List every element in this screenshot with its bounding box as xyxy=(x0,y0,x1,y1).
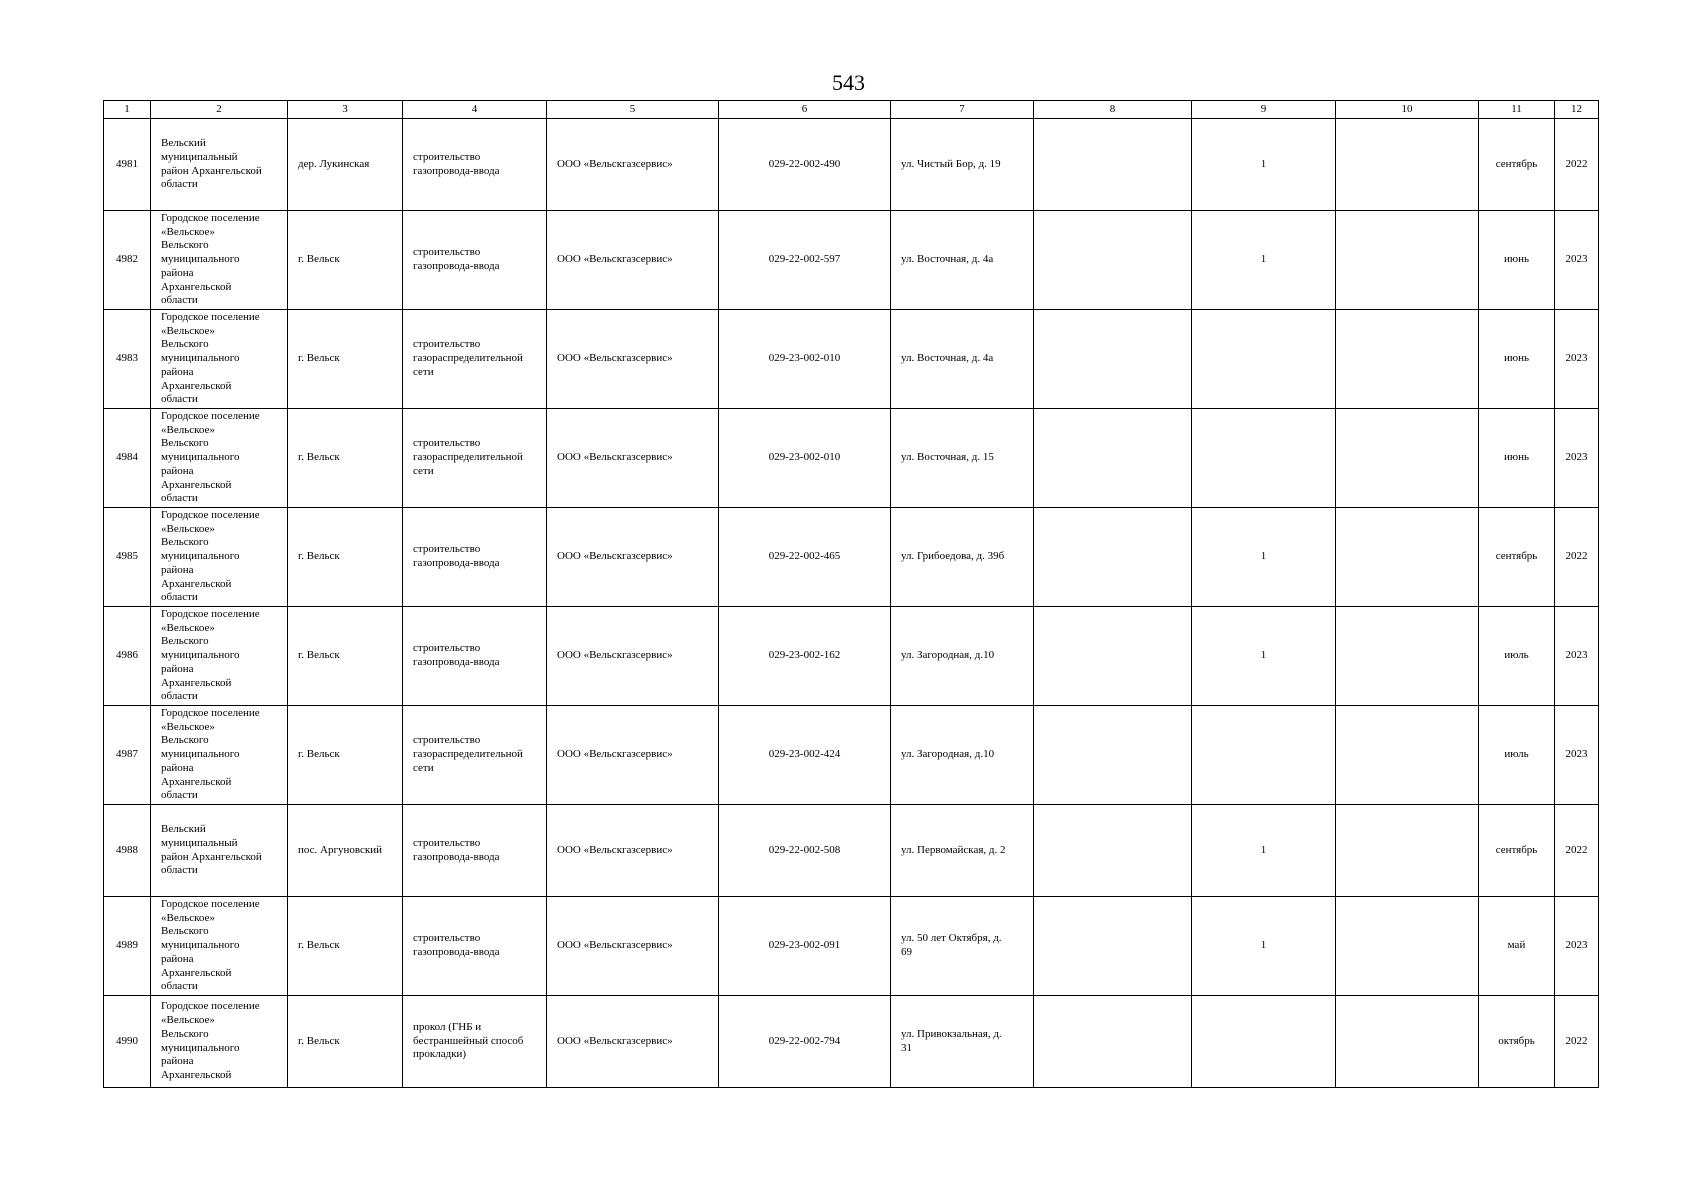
year-cell: 2023 xyxy=(1555,409,1599,508)
column-header: 3 xyxy=(288,101,403,119)
organization-cell: ООО «Вельскгазсервис» xyxy=(547,409,719,508)
address-cell: ул. Грибоедова, д. 39б xyxy=(901,550,1005,563)
row-number: 4986 xyxy=(104,607,151,706)
organization-cell: ООО «Вельскгазсервис» xyxy=(547,897,719,996)
settlement-cell: г. Вельск xyxy=(288,996,403,1088)
address-cell: ул. Восточная, д. 15 xyxy=(901,451,994,464)
year-cell: 2023 xyxy=(1555,706,1599,805)
year-cell: 2022 xyxy=(1555,805,1599,897)
address-cell: ул. Первомайская, д. 2 xyxy=(901,843,1006,856)
col10-cell xyxy=(1336,607,1479,706)
month-cell: июль xyxy=(1479,706,1555,805)
row-number: 4981 xyxy=(104,119,151,211)
row-number: 4982 xyxy=(104,211,151,310)
code-cell: 029-23-002-162 xyxy=(719,607,891,706)
work-type-cell: строительство газопровода-ввода xyxy=(413,543,500,569)
col8-cell xyxy=(1034,211,1192,310)
municipality-cell: Городское поселение «Вельское» Вельского муниципального района Архангельской xyxy=(161,1000,260,1082)
year-cell: 2023 xyxy=(1555,211,1599,310)
work-type-cell: строительство газопровода-ввода xyxy=(413,932,500,958)
municipality-cell: Городское поселение «Вельское» Вельского муниципального района Архангельской области xyxy=(161,607,260,703)
row-number: 4984 xyxy=(104,409,151,508)
col10-cell xyxy=(1336,119,1479,211)
month-cell: сентябрь xyxy=(1479,805,1555,897)
municipality-cell: Городское поселение «Вельское» Вельского муниципального района Архангельской области xyxy=(161,211,260,307)
year-cell: 2022 xyxy=(1555,119,1599,211)
col10-cell xyxy=(1336,706,1479,805)
col10-cell xyxy=(1336,805,1479,897)
column-header: 2 xyxy=(151,101,288,119)
col10-cell xyxy=(1336,310,1479,409)
col8-cell xyxy=(1034,607,1192,706)
municipality-cell: Городское поселение «Вельское» Вельского муниципального района Архангельской области xyxy=(161,706,260,802)
column-header: 10 xyxy=(1336,101,1479,119)
column-header: 11 xyxy=(1479,101,1555,119)
count-cell: 1 xyxy=(1192,508,1336,607)
column-header: 4 xyxy=(403,101,547,119)
col8-cell xyxy=(1034,897,1192,996)
column-header: 1 xyxy=(104,101,151,119)
settlement-cell: г. Вельск xyxy=(288,508,403,607)
settlement-cell: пос. Аргуновский xyxy=(288,805,403,897)
registry-table xyxy=(103,100,1599,1088)
month-cell: сентябрь xyxy=(1479,508,1555,607)
row-number: 4985 xyxy=(104,508,151,607)
col8-cell xyxy=(1034,706,1192,805)
work-type-cell: строительство газопровода-ввода xyxy=(413,642,500,668)
organization-cell: ООО «Вельскгазсервис» xyxy=(547,119,719,211)
col8-cell xyxy=(1034,508,1192,607)
count-cell xyxy=(1192,996,1336,1088)
address-cell: ул. Восточная, д. 4а xyxy=(901,253,994,266)
table-row xyxy=(104,409,1599,508)
col8-cell xyxy=(1034,310,1192,409)
count-cell: 1 xyxy=(1192,607,1336,706)
col10-cell xyxy=(1336,409,1479,508)
row-number: 4990 xyxy=(104,996,151,1088)
organization-cell: ООО «Вельскгазсервис» xyxy=(547,706,719,805)
address-cell: ул. Привокзальная, д. 31 xyxy=(901,1027,1002,1054)
col8-cell xyxy=(1034,996,1192,1088)
code-cell: 029-22-002-794 xyxy=(719,996,891,1088)
col10-cell xyxy=(1336,211,1479,310)
table-row xyxy=(104,706,1599,805)
col10-cell xyxy=(1336,996,1479,1088)
month-cell: июнь xyxy=(1479,310,1555,409)
settlement-cell: г. Вельск xyxy=(288,310,403,409)
month-cell: сентябрь xyxy=(1479,119,1555,211)
code-cell: 029-22-002-597 xyxy=(719,211,891,310)
code-cell: 029-23-002-010 xyxy=(719,409,891,508)
settlement-cell: дер. Лукинская xyxy=(288,119,403,211)
code-cell: 029-22-002-490 xyxy=(719,119,891,211)
year-cell: 2022 xyxy=(1555,996,1599,1088)
code-cell: 029-22-002-465 xyxy=(719,508,891,607)
count-cell xyxy=(1192,706,1336,805)
municipality-cell: Городское поселение «Вельское» Вельского муниципального района Архангельской области xyxy=(161,897,260,993)
col8-cell xyxy=(1034,409,1192,508)
count-cell: 1 xyxy=(1192,211,1336,310)
table-row xyxy=(104,211,1599,310)
col10-cell xyxy=(1336,508,1479,607)
settlement-cell: г. Вельск xyxy=(288,409,403,508)
settlement-cell: г. Вельск xyxy=(288,211,403,310)
column-number-row xyxy=(104,101,1599,119)
column-header: 8 xyxy=(1034,101,1192,119)
work-type-cell: строительство газопровода-ввода xyxy=(413,150,500,177)
work-type-cell: строительство газораспределительной сети xyxy=(413,437,523,477)
organization-cell: ООО «Вельскгазсервис» xyxy=(547,211,719,310)
month-cell: июль xyxy=(1479,607,1555,706)
column-header: 5 xyxy=(547,101,719,119)
month-cell: май xyxy=(1479,897,1555,996)
work-type-cell: прокол (ГНБ и бестраншейный способ прокладки) xyxy=(413,1020,524,1061)
organization-cell: ООО «Вельскгазсервис» xyxy=(547,805,719,897)
col8-cell xyxy=(1034,805,1192,897)
municipality-cell: Городское поселение «Вельское» Вельского муниципального района Архангельской области xyxy=(161,508,260,604)
row-number: 4983 xyxy=(104,310,151,409)
code-cell: 029-23-002-091 xyxy=(719,897,891,996)
settlement-cell: г. Вельск xyxy=(288,706,403,805)
organization-cell: ООО «Вельскгазсервис» xyxy=(547,607,719,706)
row-number: 4988 xyxy=(104,805,151,897)
month-cell: октябрь xyxy=(1479,996,1555,1088)
settlement-cell: г. Вельск xyxy=(288,607,403,706)
work-type-cell: строительство газораспределительной сети xyxy=(413,338,523,378)
municipality-cell: Городское поселение «Вельское» Вельского муниципального района Архангельской области xyxy=(161,310,260,406)
work-type-cell: строительство газопровода-ввода xyxy=(413,836,500,863)
page-number: 543 xyxy=(832,70,865,95)
table-body xyxy=(104,119,1599,1088)
table-row xyxy=(104,897,1599,996)
col10-cell xyxy=(1336,897,1479,996)
organization-cell: ООО «Вельскгазсервис» xyxy=(547,508,719,607)
count-cell: 1 xyxy=(1192,897,1336,996)
address-cell: ул. Загородная, д.10 xyxy=(901,748,995,761)
address-cell: ул. Загородная, д.10 xyxy=(901,649,995,662)
column-header: 12 xyxy=(1555,101,1599,119)
year-cell: 2022 xyxy=(1555,508,1599,607)
col8-cell xyxy=(1034,119,1192,211)
table-row xyxy=(104,119,1599,211)
column-header: 6 xyxy=(719,101,891,119)
address-cell: ул. Восточная, д. 4а xyxy=(901,352,994,365)
year-cell: 2023 xyxy=(1555,897,1599,996)
count-cell xyxy=(1192,310,1336,409)
code-cell: 029-22-002-508 xyxy=(719,805,891,897)
month-cell: июнь xyxy=(1479,211,1555,310)
year-cell: 2023 xyxy=(1555,607,1599,706)
organization-cell: ООО «Вельскгазсервис» xyxy=(547,310,719,409)
year-cell: 2023 xyxy=(1555,310,1599,409)
count-cell: 1 xyxy=(1192,805,1336,897)
count-cell xyxy=(1192,409,1336,508)
work-type-cell: строительство газопровода-ввода xyxy=(413,246,500,272)
municipality-cell: Вельский муниципальный район Архангельской области xyxy=(161,822,262,877)
column-header: 7 xyxy=(891,101,1034,119)
count-cell: 1 xyxy=(1192,119,1336,211)
row-number: 4987 xyxy=(104,706,151,805)
month-cell: июнь xyxy=(1479,409,1555,508)
table-row xyxy=(104,805,1599,897)
address-cell: ул. Чистый Бор, д. 19 xyxy=(901,157,1001,170)
code-cell: 029-23-002-010 xyxy=(719,310,891,409)
work-type-cell: строительство газораспределительной сети xyxy=(413,734,523,774)
table-row xyxy=(104,310,1599,409)
settlement-cell: г. Вельск xyxy=(288,897,403,996)
municipality-cell: Городское поселение «Вельское» Вельского муниципального района Архангельской области xyxy=(161,409,260,505)
table-row xyxy=(104,607,1599,706)
municipality-cell: Вельский муниципальный район Архангельской области xyxy=(161,136,262,191)
column-header: 9 xyxy=(1192,101,1336,119)
code-cell: 029-23-002-424 xyxy=(719,706,891,805)
organization-cell: ООО «Вельскгазсервис» xyxy=(547,996,719,1088)
address-cell: ул. 50 лет Октября, д. 69 xyxy=(901,932,1002,958)
row-number: 4989 xyxy=(104,897,151,996)
table-row xyxy=(104,508,1599,607)
table-row xyxy=(104,996,1599,1088)
